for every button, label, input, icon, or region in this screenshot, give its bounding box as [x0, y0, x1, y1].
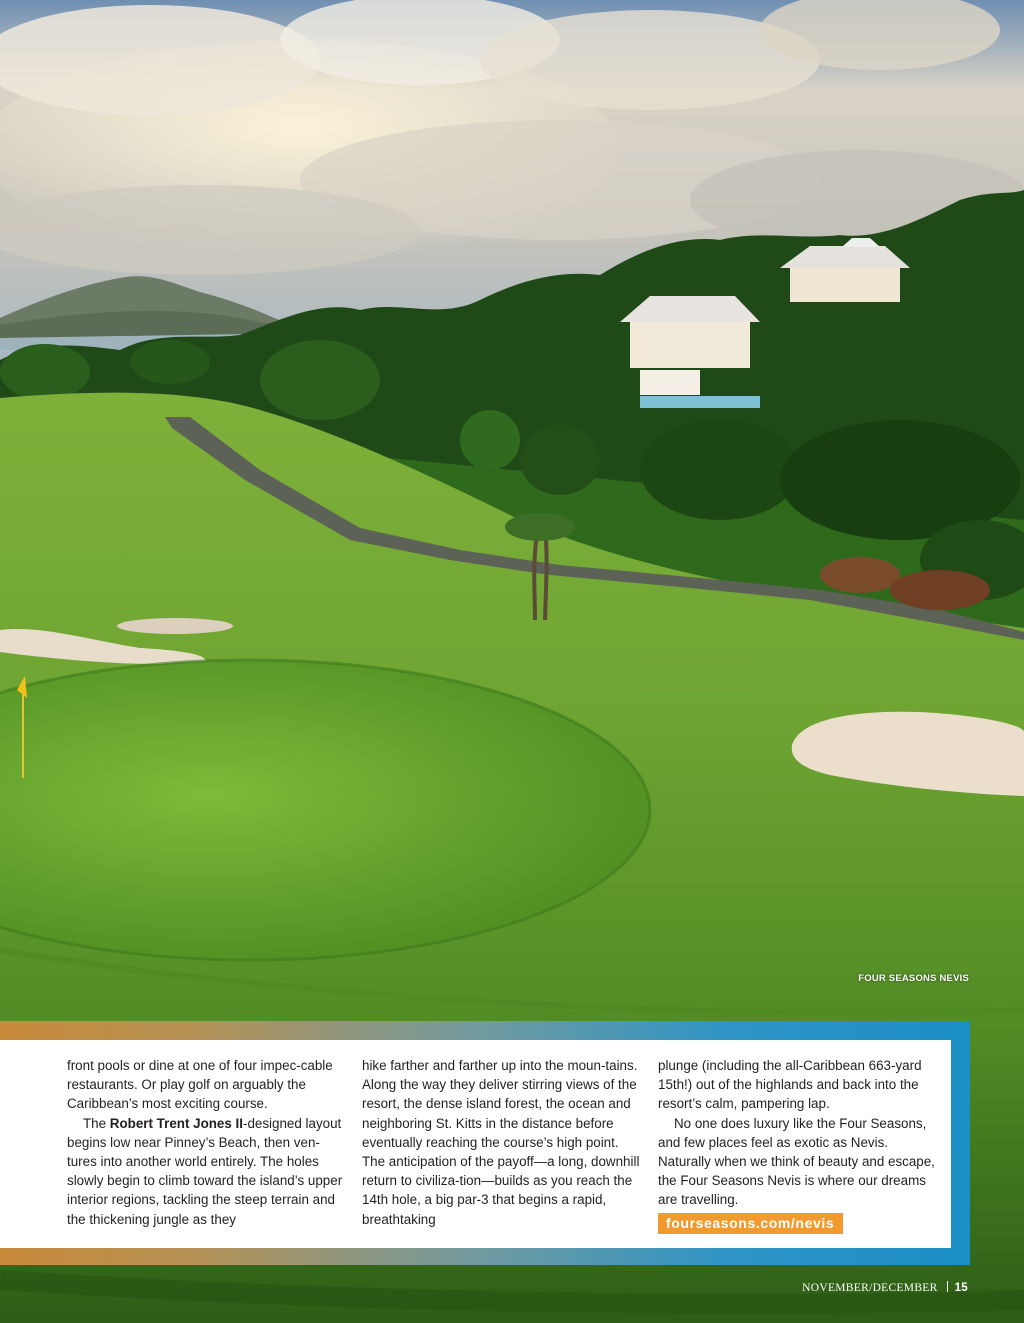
- issue-label: NOVEMBER/DECEMBER: [802, 1282, 938, 1294]
- paragraph-lead: The: [83, 1115, 110, 1131]
- article-column-1: [67, 1056, 347, 1229]
- photo-credit: FOUR SEASONS NEVIS: [858, 973, 969, 984]
- page-number: 15: [954, 1282, 968, 1294]
- designer-name: Robert Trent Jones II: [109, 1115, 243, 1131]
- paragraph-rest: -designed layout begins low near Pinney’s Beach, then ven-tures into another world entirely. The holes slowly begin to climb toward the island’s upper interior regions, tackling the steep terrain and the thickening jungle as they: [67, 1115, 343, 1227]
- column-2-paragraph-1: hike farther and farther up into the moun-tains. Along the way they deliver stirring views of the resort, the dense island forest, the ocean and neighboring St. Kitts in the distance before eventually reaching the course’s high point. The anticipation of the payoff—a long, downhill return to civiliza-tion—builds as you reach the 14th hole, a big par-3 that begins a rapid, breathtaking: [362, 1058, 640, 1227]
- column-1-paragraph-1: front pools or dine at one of four impec-cable restaurants. Or play golf on arguably the Caribbean’s most exciting course.: [67, 1058, 333, 1112]
- article-column-3: [658, 1056, 938, 1234]
- column-1-paragraph-2: [67, 1114, 347, 1229]
- column-3-paragraph-2: No one does luxury like the Four Seasons, and few places feel as exotic as Nevis. Naturally when we think of beauty and escape, the Four Seasons Nevis is where our dreams are travelling.: [658, 1115, 935, 1208]
- page-footer: [802, 1281, 968, 1294]
- website-url-link[interactable]: fourseasons.com/nevis: [658, 1213, 843, 1234]
- article-column-2: [362, 1056, 642, 1229]
- footer-divider: [947, 1281, 948, 1292]
- column-3-paragraph-1: plunge (including the all-Caribbean 663-yard 15th!) out of the highlands and back into the resort’s calm, pampering lap.: [658, 1058, 922, 1112]
